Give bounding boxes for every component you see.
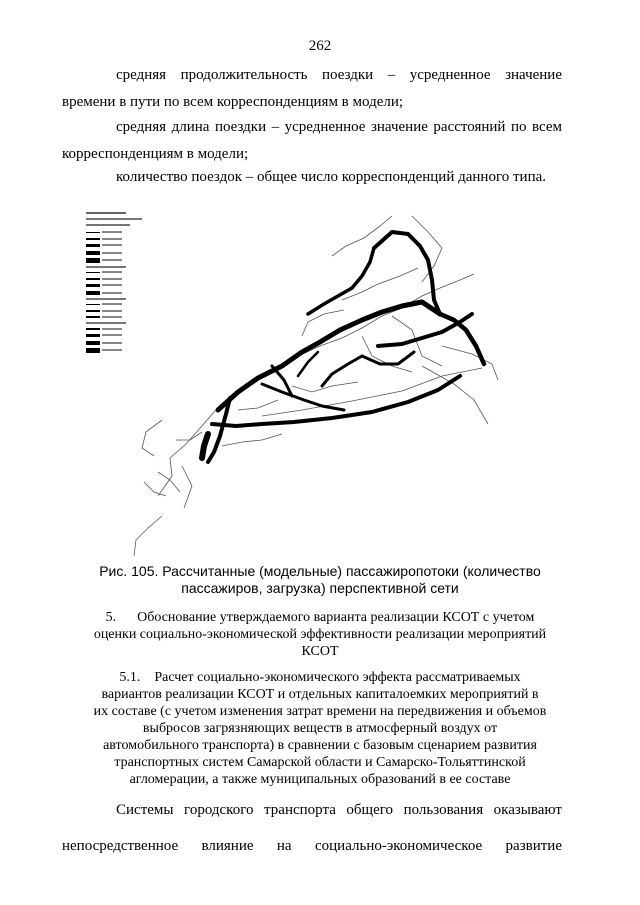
text-line: времени в пути по всем корреспонденциям в модели;: [62, 94, 404, 110]
caption-line: пассажиров, загрузка) перспективной сети: [181, 580, 459, 596]
text-line: корреспонденциям в модели;: [62, 146, 249, 162]
paragraph-public-transport: [62, 794, 562, 862]
page-number: 262: [308, 38, 332, 54]
heading-line: транспортных систем Самарской области и Самарско-Тольяттинской: [114, 755, 526, 770]
passenger-flow-routes: [202, 232, 484, 462]
passenger-flow-map: [62, 196, 562, 561]
text-line: средняя длина поездки – усредненное значение расстояний по всем: [116, 119, 562, 135]
section-heading-5: [62, 609, 578, 660]
heading-line: выбросов загрязняющих веществ в атмосферный воздух от: [142, 721, 498, 736]
paragraph-trip-duration: [62, 62, 562, 116]
text-line: непосредственное влияние на социально-экономическое развитие: [62, 838, 562, 854]
heading-line: агломерации, а также муниципальных образований в ее составе: [129, 772, 511, 787]
text-line: средняя продолжительность поездки – усредненное значение: [116, 67, 562, 83]
map-legend: [86, 212, 142, 353]
figure-caption: [62, 563, 578, 597]
heading-line: 5.1. Расчет социально-экономического эффекта рассматриваемых: [119, 670, 521, 685]
heading-line: вариантов реализации КСОТ и отдельных капиталоемких мероприятий в: [101, 687, 539, 702]
heading-line: их составе (с учетом изменения затрат времени на передвижения и объемов: [93, 704, 547, 719]
heading-line: автомобильного транспорта) в сравнении с базовым сценарием развития: [103, 738, 537, 753]
paragraph-trip-count: [62, 164, 562, 191]
heading-line: оценки социально-экономической эффективности реализации мероприятий: [93, 627, 547, 642]
heading-line: 5. Обоснование утверждаемого варианта реализации КСОТ с учетом: [105, 610, 535, 625]
text-line: количество поездок – общее число корреспонденций данного типа.: [116, 169, 547, 185]
section-heading-5-1: [62, 669, 578, 788]
paragraph-trip-length: [62, 114, 562, 168]
caption-line: Рис. 105. Рассчитанные (модельные) пассажиропотоки (количество: [99, 563, 541, 579]
text-line: Системы городского транспорта общего пользования оказывают: [116, 802, 562, 818]
heading-line: КСОТ: [301, 644, 339, 659]
